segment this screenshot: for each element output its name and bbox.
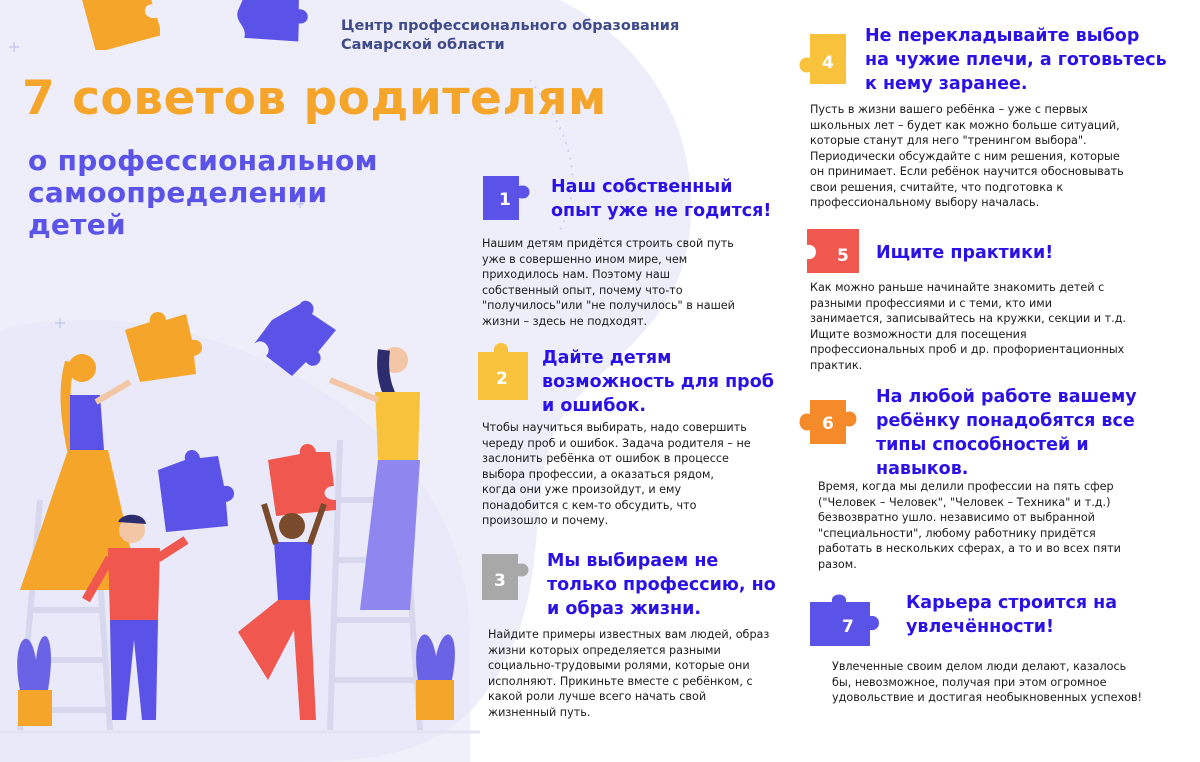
tip-7-heading	[906, 591, 1117, 639]
organization-name	[341, 17, 679, 55]
tip-3-body-line: Найдите примеры известных вам людей, образ	[488, 628, 770, 641]
tip-2-body-line: понадобится с кем-то обсудить, что	[482, 498, 697, 512]
tip-5-number-badge	[805, 225, 869, 281]
tip-7-heading-line: Карьера строится на	[906, 593, 1118, 613]
subtitle-line3: детей	[28, 208, 126, 241]
tip-6-number: 6	[822, 414, 834, 434]
tip-4-body	[810, 102, 1124, 211]
tip-2-body-line: когда они уже произойдут, и ему	[482, 483, 682, 496]
orange-puzzle-piece-icon	[80, 0, 160, 50]
tip-5-number: 5	[837, 246, 849, 266]
tip-3-heading-line: только профессию, но	[547, 575, 776, 595]
tip-7-body	[832, 659, 1142, 706]
tip-6-body-line: работать в нескольких сферах, а то и во всех пяти	[818, 542, 1121, 555]
tip-4-heading-line: на чужие плечи, а готовьтесь	[865, 50, 1167, 70]
tip-3-body-line: какой роли лучше всего начать свой	[488, 690, 707, 703]
tip-1-body	[482, 236, 735, 329]
tip-6-heading-line: ребёнку понадобятся все	[876, 411, 1135, 431]
tip-6-body-line: разом.	[818, 557, 857, 571]
tip-6-number-badge	[792, 396, 870, 452]
puzzle-piece-icon	[786, 28, 858, 88]
tip-4-heading	[865, 24, 1167, 96]
tip-5-heading-line: Ищите практики!	[876, 243, 1054, 263]
tip-7-body-line: удовольствие и достигая необыкновенных успехов!	[832, 691, 1143, 704]
tip-5-piece-shape	[807, 229, 859, 273]
tip-4-body-line: свои решения, считайте, что подготовка к	[810, 180, 1064, 194]
tip-4-number-badge	[786, 28, 858, 92]
tip-6-heading-line: На любой работе вашему	[876, 387, 1137, 407]
tip-6-body	[818, 479, 1121, 572]
page-title: 7 советов родителям	[22, 71, 607, 126]
tip-2-heading	[542, 346, 774, 418]
tip-1-body-line: приходилось нам. Поэтому наш	[482, 268, 670, 281]
tip-2-number-badge	[476, 340, 534, 408]
tip-4-body-line: которые станут для него "тренингом выбора".	[810, 134, 1087, 147]
people-assembling-puzzle-illustration	[0, 300, 480, 762]
puzzle-piece-icon	[482, 550, 538, 602]
tip-5-body	[810, 280, 1126, 373]
tip-6-body-line: ("Человек – Человек", "Человек – Техника" и т.д.)	[818, 495, 1111, 509]
puzzle-piece-icon	[804, 592, 884, 650]
tip-5-body-line: Как можно раньше начинайте знакомить детей с	[810, 281, 1105, 294]
tip-2-heading-line: Дайте детям	[542, 348, 672, 368]
tip-3-body-line: социально-трудовыми ролями, которые они	[488, 659, 750, 672]
tip-4-body-line: Периодически обсуждайте с ним решения, которые	[810, 149, 1120, 163]
puzzle-piece-icon	[792, 396, 870, 448]
subtitle-line2: самоопределении	[28, 176, 328, 209]
organization-name-line1: Центр профессионального образования	[341, 18, 680, 34]
violet-puzzle-piece-icon	[235, 0, 315, 50]
tip-5-body-line: практик.	[810, 358, 863, 372]
tip-1-number: 1	[499, 190, 511, 210]
tip-2-body-line: выбора профессии, а оказаться рядом,	[482, 467, 714, 481]
tip-2-body	[482, 420, 751, 529]
tip-2-number: 2	[496, 369, 508, 389]
page-subtitle	[28, 145, 378, 241]
tip-3-number-badge	[482, 550, 538, 606]
subtitle-line1: о профессиональном	[28, 144, 378, 177]
tip-4-heading-line: к нему заранее.	[865, 74, 1028, 94]
tip-3-body	[488, 627, 769, 720]
puzzle-piece-icon	[805, 225, 869, 277]
tip-5-body-line: Ищите возможности для посещения	[810, 327, 1027, 341]
tip-3-number: 3	[494, 571, 506, 591]
puzzle-piece-icon	[483, 172, 539, 222]
tip-5-body-line: занимается, записывайтесь на кружки, секции и т.д.	[810, 312, 1126, 325]
tip-2-body-line: произошло и почему.	[482, 514, 609, 527]
tip-7-number: 7	[842, 617, 854, 637]
tip-2-heading-line: и ошибок.	[542, 396, 646, 416]
tip-6-body-line: Время, когда мы делили профессии на пять сфер	[818, 480, 1114, 493]
tip-2-body-line: заслонить ребёнка от ошибок в процессе	[482, 452, 729, 465]
tip-6-body-line: безвозвратно ушло. независимо от выбранной	[818, 511, 1095, 524]
tip-3-heading-line: и образ жизни.	[547, 599, 702, 619]
tip-6-heading	[876, 385, 1137, 481]
tip-1-heading	[551, 175, 771, 223]
tip-7-body-line: бы, невозможное, получая при этом огромное	[832, 675, 1107, 689]
tip-4-body-line: школьных лет – будет как можно больше ситуаций,	[810, 118, 1120, 132]
tip-3-body-line: жизни которых определяется разными	[488, 643, 721, 657]
tip-1-heading-line: Наш собственный	[551, 177, 733, 197]
tip-1-body-line: "получилось"или "не получилось" в нашей	[482, 299, 735, 312]
tip-1-body-line: жизни – здесь не подходят.	[482, 314, 648, 328]
tip-4-number: 4	[822, 53, 834, 73]
tip-4-body-line: Пусть в жизни вашего ребёнка – уже с первых	[810, 103, 1088, 116]
tip-3-heading-line: Мы выбираем не	[547, 551, 719, 571]
tip-3-heading	[547, 549, 776, 621]
tip-7-number-badge	[804, 592, 884, 654]
tip-1-body-line: уже в совершенно ином мире, чем	[482, 252, 688, 266]
tip-5-body-line: разными профессиями и с теми, кто ими	[810, 296, 1053, 310]
tip-6-body-line: "специальности", любому работнику придётся	[818, 526, 1096, 540]
tip-1-heading-line: опыт уже не годится!	[551, 201, 772, 221]
tip-5-heading	[876, 241, 1053, 265]
tip-6-heading-line: типы способностей и	[876, 435, 1089, 455]
tip-5-body-line: профессиональных проб и др. профориентационных	[810, 343, 1125, 356]
tip-4-body-line: он принимает. Если ребёнок научится обосновывать	[810, 165, 1124, 178]
tip-7-heading-line: увлечённости!	[906, 617, 1055, 637]
tip-2-body-line: череду проб и ошибок. Задача родителя – не	[482, 436, 751, 450]
tip-1-body-line: Нашим детям придётся строить свой путь	[482, 237, 734, 250]
tip-4-heading-line: Не перекладывайте выбор	[865, 26, 1140, 46]
tip-3-body-line: исполняют. Прикиньте вместе с ребёнком, с	[488, 674, 753, 688]
tip-4-body-line: профессиональному выбору началась.	[810, 196, 1040, 209]
tip-1-body-line: собственный опыт, почему что-то	[482, 283, 683, 297]
held-orange-puzzle-icon	[125, 312, 202, 382]
tip-7-body-line: Увлеченные своим делом люди делают, казалось	[832, 660, 1127, 673]
puzzle-piece-icon	[476, 340, 534, 404]
tip-6-heading-line: навыков.	[876, 459, 969, 479]
tip-2-heading-line: возможность для проб	[542, 372, 774, 392]
organization-name-line2: Самарской области	[341, 37, 505, 53]
tip-3-body-line: жизненный путь.	[488, 705, 591, 719]
tip-2-body-line: Чтобы научиться выбирать, надо совершить	[482, 421, 747, 434]
tip-1-number-badge	[483, 172, 539, 226]
